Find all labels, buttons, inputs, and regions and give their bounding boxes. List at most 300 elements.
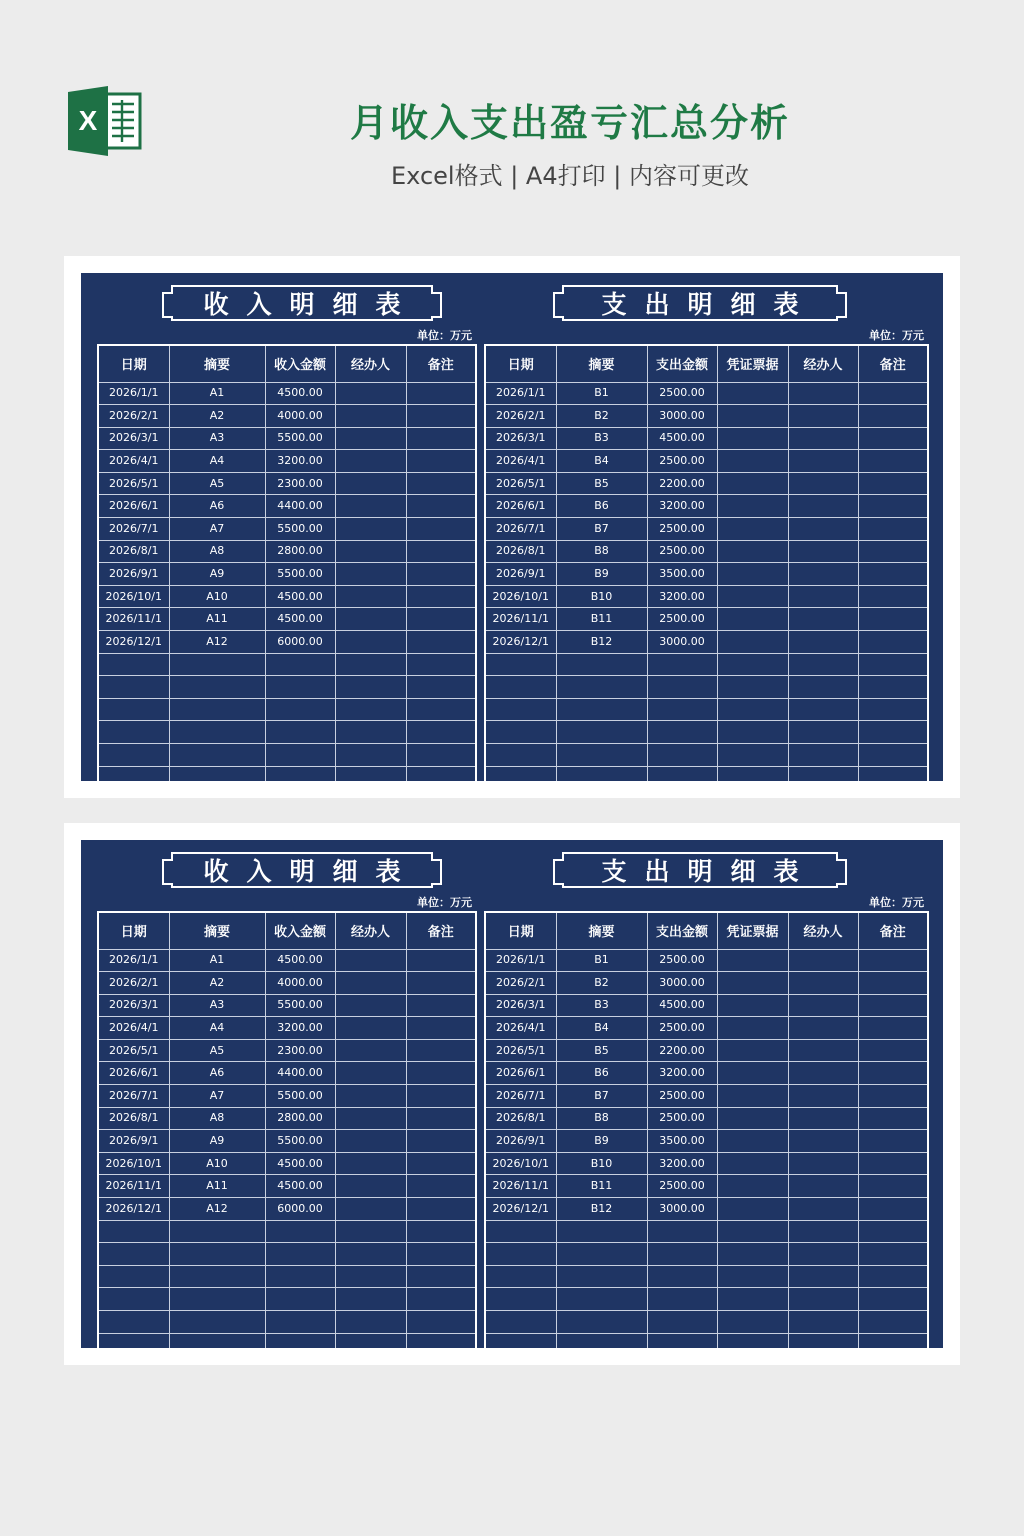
table-cell: 2026/11/1	[485, 608, 556, 631]
table-cell	[485, 1220, 556, 1243]
expense-table	[484, 911, 929, 1348]
table-cell	[335, 585, 406, 608]
table-cell	[788, 427, 858, 450]
table-row	[485, 1333, 928, 1348]
table-cell	[717, 495, 788, 518]
table-cell: 2026/3/1	[485, 994, 556, 1017]
table-row	[98, 1152, 476, 1175]
table-cell	[556, 1333, 647, 1348]
table-row	[98, 766, 476, 781]
table-cell: A7	[169, 518, 265, 541]
table-cell	[406, 1017, 476, 1040]
table-cell: 5500.00	[265, 1085, 335, 1108]
table-cell: 2026/8/1	[98, 540, 169, 563]
table-cell	[169, 1220, 265, 1243]
table-row	[98, 1039, 476, 1062]
table-cell	[858, 1175, 928, 1198]
table-cell: 3000.00	[647, 631, 717, 654]
table-cell	[858, 949, 928, 972]
table-cell	[169, 1288, 265, 1311]
table-cell	[335, 1198, 406, 1221]
table-cell: A6	[169, 495, 265, 518]
table-cell	[788, 450, 858, 473]
table-cell	[98, 698, 169, 721]
table-cell	[788, 676, 858, 699]
table-cell	[788, 1220, 858, 1243]
table-cell	[406, 1039, 476, 1062]
table-cell: B6	[556, 495, 647, 518]
table-cell: 3000.00	[647, 1198, 717, 1221]
table-cell	[485, 721, 556, 744]
table-cell	[788, 1265, 858, 1288]
table-cell	[647, 1220, 717, 1243]
table-row	[98, 949, 476, 972]
table-cell: 2026/11/1	[485, 1175, 556, 1198]
table-cell: 5500.00	[265, 994, 335, 1017]
table-cell	[858, 744, 928, 767]
table-row	[485, 1198, 928, 1221]
table-cell	[717, 1107, 788, 1130]
table-cell	[858, 653, 928, 676]
expense-column-header: 摘要	[556, 912, 647, 949]
table-cell	[556, 698, 647, 721]
table-cell	[858, 382, 928, 405]
table-row	[485, 382, 928, 405]
table-cell	[485, 766, 556, 781]
table-cell: A9	[169, 563, 265, 586]
table-cell: 2026/3/1	[98, 994, 169, 1017]
table-cell	[647, 1265, 717, 1288]
table-cell	[556, 1288, 647, 1311]
table-cell: B2	[556, 405, 647, 428]
table-cell	[858, 1017, 928, 1040]
table-cell	[98, 721, 169, 744]
table-cell	[717, 518, 788, 541]
table-cell: 3200.00	[647, 1152, 717, 1175]
table-cell: 2026/10/1	[485, 585, 556, 608]
table-cell: 2500.00	[647, 608, 717, 631]
table-cell	[335, 676, 406, 699]
table-cell	[647, 653, 717, 676]
table-cell: 4400.00	[265, 1062, 335, 1085]
table-cell	[788, 972, 858, 995]
table-cell	[788, 721, 858, 744]
table-cell	[406, 1085, 476, 1108]
table-row	[98, 1085, 476, 1108]
table-cell	[406, 1175, 476, 1198]
table-cell: A2	[169, 972, 265, 995]
table-cell	[858, 1152, 928, 1175]
table-cell	[858, 1220, 928, 1243]
table-cell	[169, 744, 265, 767]
income-column-header: 备注	[406, 345, 476, 382]
table-cell	[98, 1265, 169, 1288]
table-cell	[858, 540, 928, 563]
income-column-header: 摘要	[169, 345, 265, 382]
table-cell	[788, 1333, 858, 1348]
table-cell	[169, 1265, 265, 1288]
table-cell: 4500.00	[647, 994, 717, 1017]
income-header-row	[98, 912, 476, 949]
table-cell: 2026/8/1	[485, 1107, 556, 1130]
table-cell	[788, 949, 858, 972]
table-cell: 4500.00	[265, 382, 335, 405]
table-cell	[717, 1288, 788, 1311]
table-cell: 2026/1/1	[485, 949, 556, 972]
table-cell	[556, 744, 647, 767]
income-table-title: 收入明细表	[171, 852, 433, 888]
table-cell	[265, 698, 335, 721]
table-cell	[788, 1175, 858, 1198]
table-cell: B4	[556, 450, 647, 473]
table-cell	[858, 1130, 928, 1153]
table-cell: A3	[169, 994, 265, 1017]
table-cell	[98, 1311, 169, 1334]
table-cell	[335, 972, 406, 995]
table-cell: 2026/10/1	[485, 1152, 556, 1175]
table-cell: 2026/11/1	[98, 608, 169, 631]
table-cell	[858, 1311, 928, 1334]
table-row	[98, 405, 476, 428]
table-cell	[858, 405, 928, 428]
table-cell	[556, 1220, 647, 1243]
table-cell: B1	[556, 949, 647, 972]
table-row	[485, 972, 928, 995]
table-cell	[858, 1107, 928, 1130]
table-cell	[335, 1062, 406, 1085]
table-cell: 2026/3/1	[98, 427, 169, 450]
table-cell: 3000.00	[647, 972, 717, 995]
table-cell	[788, 1062, 858, 1085]
table-cell	[335, 1333, 406, 1348]
table-cell: 2026/9/1	[98, 1130, 169, 1153]
table-cell	[169, 1243, 265, 1266]
table-cell: A8	[169, 540, 265, 563]
table-cell	[858, 518, 928, 541]
table-cell	[717, 540, 788, 563]
table-row	[98, 472, 476, 495]
table-cell	[406, 949, 476, 972]
table-cell	[406, 766, 476, 781]
table-cell	[265, 721, 335, 744]
table-cell	[169, 1333, 265, 1348]
table-cell	[98, 676, 169, 699]
table-cell	[858, 450, 928, 473]
expense-column-header: 凭证票据	[717, 912, 788, 949]
table-cell	[406, 585, 476, 608]
income-table	[97, 911, 477, 1348]
table-cell: B12	[556, 631, 647, 654]
table-cell	[788, 1311, 858, 1334]
table-row	[485, 1017, 928, 1040]
table-cell	[98, 1243, 169, 1266]
table-cell: 2026/5/1	[98, 1039, 169, 1062]
table-cell	[406, 495, 476, 518]
table-row	[485, 994, 928, 1017]
table-cell	[858, 608, 928, 631]
table-cell: 2026/6/1	[98, 495, 169, 518]
table-cell	[406, 608, 476, 631]
table-cell	[98, 766, 169, 781]
income-column-header: 日期	[98, 345, 169, 382]
table-cell	[647, 766, 717, 781]
table-cell: 2026/2/1	[98, 405, 169, 428]
table-cell	[717, 1085, 788, 1108]
table-cell	[858, 585, 928, 608]
table-cell	[335, 1039, 406, 1062]
table-cell: 3200.00	[647, 495, 717, 518]
table-cell	[406, 631, 476, 654]
expense-column-header: 备注	[858, 345, 928, 382]
table-cell: B10	[556, 585, 647, 608]
table-cell	[98, 1220, 169, 1243]
table-cell	[647, 1243, 717, 1266]
table-cell: 4500.00	[647, 427, 717, 450]
table-cell	[98, 653, 169, 676]
table-cell	[647, 698, 717, 721]
table-cell	[335, 540, 406, 563]
table-cell: B3	[556, 994, 647, 1017]
sheet-preview-1	[64, 256, 960, 798]
table-cell	[717, 994, 788, 1017]
table-cell	[788, 766, 858, 781]
table-cell	[717, 1175, 788, 1198]
table-cell: 2026/8/1	[485, 540, 556, 563]
table-cell	[335, 631, 406, 654]
table-cell	[335, 1288, 406, 1311]
table-cell	[788, 1152, 858, 1175]
table-cell	[335, 495, 406, 518]
table-cell: A11	[169, 1175, 265, 1198]
table-cell: 4500.00	[265, 949, 335, 972]
table-cell	[265, 1220, 335, 1243]
table-cell: 2026/4/1	[98, 450, 169, 473]
table-cell: 4500.00	[265, 1175, 335, 1198]
table-cell	[265, 1333, 335, 1348]
table-cell	[485, 1243, 556, 1266]
table-cell: 2026/5/1	[98, 472, 169, 495]
table-cell: A1	[169, 949, 265, 972]
table-cell	[485, 1311, 556, 1334]
table-cell	[788, 1107, 858, 1130]
table-cell	[265, 766, 335, 781]
table-cell: 5500.00	[265, 427, 335, 450]
table-cell	[788, 1017, 858, 1040]
table-cell	[485, 676, 556, 699]
table-cell	[717, 450, 788, 473]
table-cell	[717, 1062, 788, 1085]
table-cell	[265, 744, 335, 767]
table-row	[98, 972, 476, 995]
table-cell	[265, 1288, 335, 1311]
table-row	[98, 563, 476, 586]
table-row	[485, 1288, 928, 1311]
table-row	[485, 1085, 928, 1108]
table-cell	[556, 653, 647, 676]
table-cell	[556, 1311, 647, 1334]
table-row	[98, 585, 476, 608]
table-cell	[335, 405, 406, 428]
table-cell	[406, 1130, 476, 1153]
table-cell	[647, 676, 717, 699]
table-row	[98, 1175, 476, 1198]
table-row	[98, 540, 476, 563]
table-cell: 2300.00	[265, 1039, 335, 1062]
table-cell	[858, 472, 928, 495]
table-row	[485, 1062, 928, 1085]
table-cell	[717, 1198, 788, 1221]
table-row	[98, 382, 476, 405]
table-cell	[717, 676, 788, 699]
table-row	[485, 1265, 928, 1288]
table-cell	[556, 1243, 647, 1266]
table-cell	[406, 1220, 476, 1243]
table-cell	[788, 744, 858, 767]
income-header-row	[98, 345, 476, 382]
table-cell: 2026/9/1	[485, 563, 556, 586]
table-cell: 4000.00	[265, 972, 335, 995]
table-cell	[717, 1265, 788, 1288]
table-cell	[335, 1085, 406, 1108]
expense-table-title: 支出明细表	[562, 852, 838, 888]
table-row	[98, 676, 476, 699]
table-cell: 2300.00	[265, 472, 335, 495]
table-cell	[406, 1265, 476, 1288]
table-cell	[406, 698, 476, 721]
table-cell	[485, 653, 556, 676]
table-row	[98, 1130, 476, 1153]
table-cell	[717, 1243, 788, 1266]
table-cell	[335, 518, 406, 541]
table-row	[485, 1130, 928, 1153]
table-row	[485, 949, 928, 972]
table-cell: B1	[556, 382, 647, 405]
expense-column-header: 支出金额	[647, 345, 717, 382]
table-cell: B7	[556, 518, 647, 541]
table-cell	[788, 540, 858, 563]
table-cell	[858, 698, 928, 721]
table-cell	[265, 1311, 335, 1334]
table-row	[98, 1288, 476, 1311]
expense-column-header: 日期	[485, 345, 556, 382]
table-row	[98, 1243, 476, 1266]
table-cell: A1	[169, 382, 265, 405]
table-cell: 2026/1/1	[98, 949, 169, 972]
expense-header-row	[485, 912, 928, 949]
table-cell	[98, 1333, 169, 1348]
table-cell	[858, 495, 928, 518]
table-cell	[647, 721, 717, 744]
table-row	[98, 653, 476, 676]
table-cell	[406, 676, 476, 699]
table-cell: A7	[169, 1085, 265, 1108]
table-cell: B8	[556, 1107, 647, 1130]
table-cell	[335, 450, 406, 473]
table-cell	[556, 676, 647, 699]
table-cell: B5	[556, 472, 647, 495]
table-cell	[406, 427, 476, 450]
table-row	[98, 1062, 476, 1085]
expense-unit-label: 单位：万元	[869, 896, 924, 909]
table-row	[485, 1311, 928, 1334]
table-row	[485, 766, 928, 781]
page-title: 月收入支出盈亏汇总分析	[349, 101, 790, 145]
table-row	[485, 585, 928, 608]
table-cell	[169, 1311, 265, 1334]
table-cell	[406, 405, 476, 428]
table-cell	[406, 1243, 476, 1266]
table-cell: 2026/4/1	[485, 1017, 556, 1040]
table-row	[485, 563, 928, 586]
table-cell: 4000.00	[265, 405, 335, 428]
table-row	[98, 608, 476, 631]
table-cell: A10	[169, 1152, 265, 1175]
income-column-header: 收入金额	[265, 345, 335, 382]
table-row	[485, 698, 928, 721]
table-cell: B4	[556, 1017, 647, 1040]
table-cell	[169, 721, 265, 744]
expense-column-header: 经办人	[788, 345, 858, 382]
table-row	[98, 1311, 476, 1334]
table-cell: 2800.00	[265, 540, 335, 563]
table-cell	[265, 1243, 335, 1266]
table-cell: 3200.00	[647, 585, 717, 608]
sheet-background	[81, 840, 943, 1348]
income-unit-label: 单位：万元	[417, 896, 472, 909]
table-cell: B6	[556, 1062, 647, 1085]
table-cell	[335, 608, 406, 631]
table-cell: 4500.00	[265, 608, 335, 631]
table-cell	[858, 563, 928, 586]
table-cell	[647, 744, 717, 767]
table-cell	[858, 631, 928, 654]
table-cell: 2026/5/1	[485, 1039, 556, 1062]
table-cell: 2026/3/1	[485, 427, 556, 450]
table-cell	[406, 1062, 476, 1085]
table-cell	[335, 653, 406, 676]
table-cell: 2200.00	[647, 1039, 717, 1062]
table-cell	[98, 744, 169, 767]
table-row	[98, 1265, 476, 1288]
table-cell	[858, 427, 928, 450]
table-cell	[858, 994, 928, 1017]
table-cell: 2026/10/1	[98, 585, 169, 608]
table-cell	[717, 949, 788, 972]
table-cell: 2026/5/1	[485, 472, 556, 495]
table-cell	[717, 472, 788, 495]
table-cell: A11	[169, 608, 265, 631]
table-cell	[858, 972, 928, 995]
table-cell	[788, 1039, 858, 1062]
table-cell	[717, 563, 788, 586]
table-cell	[169, 676, 265, 699]
table-cell	[335, 1311, 406, 1334]
table-cell: 2026/12/1	[98, 1198, 169, 1221]
table-cell: 2026/10/1	[98, 1152, 169, 1175]
table-cell: 2026/1/1	[98, 382, 169, 405]
table-cell	[858, 1062, 928, 1085]
table-cell	[406, 994, 476, 1017]
table-cell	[265, 653, 335, 676]
table-cell	[169, 698, 265, 721]
table-cell	[406, 472, 476, 495]
table-cell: 2026/12/1	[98, 631, 169, 654]
income-column-header: 经办人	[335, 345, 406, 382]
table-row	[485, 1220, 928, 1243]
table-cell: 6000.00	[265, 631, 335, 654]
table-cell	[858, 1198, 928, 1221]
table-cell: 4500.00	[265, 585, 335, 608]
